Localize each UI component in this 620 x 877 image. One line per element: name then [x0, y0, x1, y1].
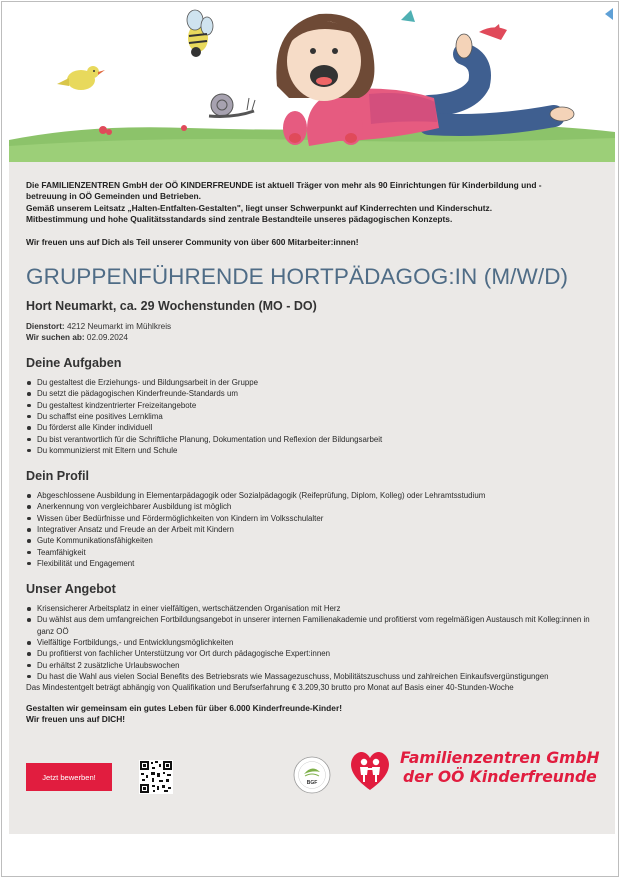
hero-illustration: [9, 6, 615, 164]
poster-frame: [1, 1, 619, 877]
list-item: Abgeschlossene Ausbildung in Elementarpädagogik oder Sozialpädagogik (Reifeprüfung, Diplom, Kolleg) oder Lehramtsstudium: [26, 490, 598, 501]
list-item: Du kommunizierst mit Eltern und Schule: [26, 445, 598, 456]
location-value: 4212 Neumarkt im Mühlkreis: [66, 322, 172, 332]
butterfly-icon: [401, 8, 613, 36]
list-item: Du bist verantwortlich für die Schriftliche Planung, Dokumentation und Reflexion der Bildungsarbeit: [26, 434, 598, 445]
logo-line1: Familienzentren GmbH: [400, 749, 600, 767]
job-title: GRUPPENFÜHRENDE HORTPÄDAGOG:IN (M/W/D): [26, 264, 569, 290]
profile-heading: Dein Profil: [26, 469, 89, 484]
list-item: Du gestaltest kindzentrierter Freizeitangebote: [26, 400, 598, 411]
intro-line: Die FAMILIENZENTREN GmbH der OÖ KINDERFREUNDE ist aktuell Träger von mehr als 90 Einrichtungen für Kinderbildung und -: [26, 180, 542, 190]
start-value: 02.09.2024: [86, 333, 128, 343]
profile-list: [26, 490, 598, 569]
offer-heading: Unser Angebot: [26, 582, 116, 597]
closing-line: Gestalten wir gemeinsam ein gutes Leben für über 6.000 Kinderfreunde-Kinder!: [26, 702, 342, 713]
list-item: Du schaffst eine positives Lernklima: [26, 411, 598, 422]
logo-line2: der OÖ Kinderfreunde: [403, 768, 597, 786]
location-row: [26, 321, 598, 332]
intro-line: Gemäß unserem Leitsatz „Halten-Entfalten-Gestalten", liegt unser Schwerpunkt auf Kinderrechten und Kinderschutz.: [26, 202, 493, 213]
list-item: Integrativer Ansatz und Freude an der Arbeit mit Kindern: [26, 524, 598, 535]
list-item: Gute Kommunikationsfähigkeiten: [26, 535, 598, 546]
list-item: Flexibilität und Engagement: [26, 558, 598, 569]
offer-list: [26, 603, 598, 682]
list-item: Du förderst alle Kinder individuell: [26, 422, 598, 433]
bgf-seal: [293, 756, 331, 794]
list-item: Du gestaltest die Erziehungs- und Bildungsarbeit in der Gruppe: [26, 377, 598, 388]
snail-icon: [209, 94, 255, 116]
bee-icon: [187, 10, 213, 57]
girl-illustration: [276, 14, 574, 146]
closing-text: [26, 703, 598, 726]
intro-text: [26, 180, 598, 248]
list-item: Anerkennung von vergleichbarer Ausbildung ist möglich: [26, 501, 598, 512]
intro-line: Mitbestimmung und hohe Qualitätsstandards sind zentrale Bestandteile unseres pädagogischen Konzepts.: [26, 214, 453, 225]
tasks-list: [26, 377, 598, 456]
apply-button[interactable]: Jetzt bewerben!: [26, 763, 112, 791]
list-item: Du erhältst 2 zusätzliche Urlaubswochen: [26, 660, 598, 671]
list-item: Wissen über Bedürfnisse und Fördermöglichkeiten von Kindern im Volksschulalter: [26, 513, 598, 524]
bgf-label: BGF: [306, 780, 318, 786]
community-line: Wir freuen uns auf Dich als Teil unserer Community von über 600 Mitarbeiter:innen!: [26, 236, 359, 247]
list-item: Vielfältige Fortbildungs,- und Entwicklungsmöglichkeiten: [26, 637, 598, 648]
tasks-heading: Deine Aufgaben: [26, 356, 122, 371]
job-subtitle: Hort Neumarkt, ca. 29 Wochenstunden (MO - DO): [26, 299, 317, 314]
list-item: Du profitierst von fachlicher Unterstützung vor Ort durch pädagogische Expert:innen: [26, 648, 598, 659]
list-item: Du wählst aus dem umfangreichen Fortbildungsangebot in unserer internen Familienakademie und profitierst vom regelmäßigen Austausch mit Kolleg:innen in ganz OÖ: [26, 614, 598, 637]
content-panel: [9, 162, 615, 834]
heart-logo-icon: [348, 748, 392, 792]
kinderfreunde-logo[interactable]: [348, 748, 600, 792]
qr-code[interactable]: [139, 760, 173, 794]
intro-line: betreuung in OÖ Gemeinden und Betrieben.: [26, 191, 201, 202]
location-label: Dienstort:: [26, 322, 65, 332]
salary-note: Das Mindestentgelt beträgt abhängig von Qualifikation und Berufserfahrung € 3.209,30 brutto pro Monat auf Basis einer 40-Stunden-Woche: [26, 683, 514, 693]
closing-line: Wir freuen uns auf DICH!: [26, 713, 126, 724]
start-label: Wir suchen ab:: [26, 333, 85, 343]
start-date-row: [26, 332, 598, 343]
list-item: Du setzt die pädagogischen Kinderfreunde-Standards um: [26, 388, 598, 399]
list-item: Teamfähigkeit: [26, 547, 598, 558]
job-meta: [26, 321, 598, 343]
list-item: Du hast die Wahl aus vielen Social Benefits des Betriebsrats wie Massagezuschuss, Mobilitätszuschuss und zahlreichen Einkaufsvergünstigungen: [26, 671, 598, 682]
list-item: Krisensicherer Arbeitsplatz in einer vielfältigen, wertschätzenden Organisation mit Herz: [26, 603, 598, 614]
bird-icon: [57, 66, 105, 90]
